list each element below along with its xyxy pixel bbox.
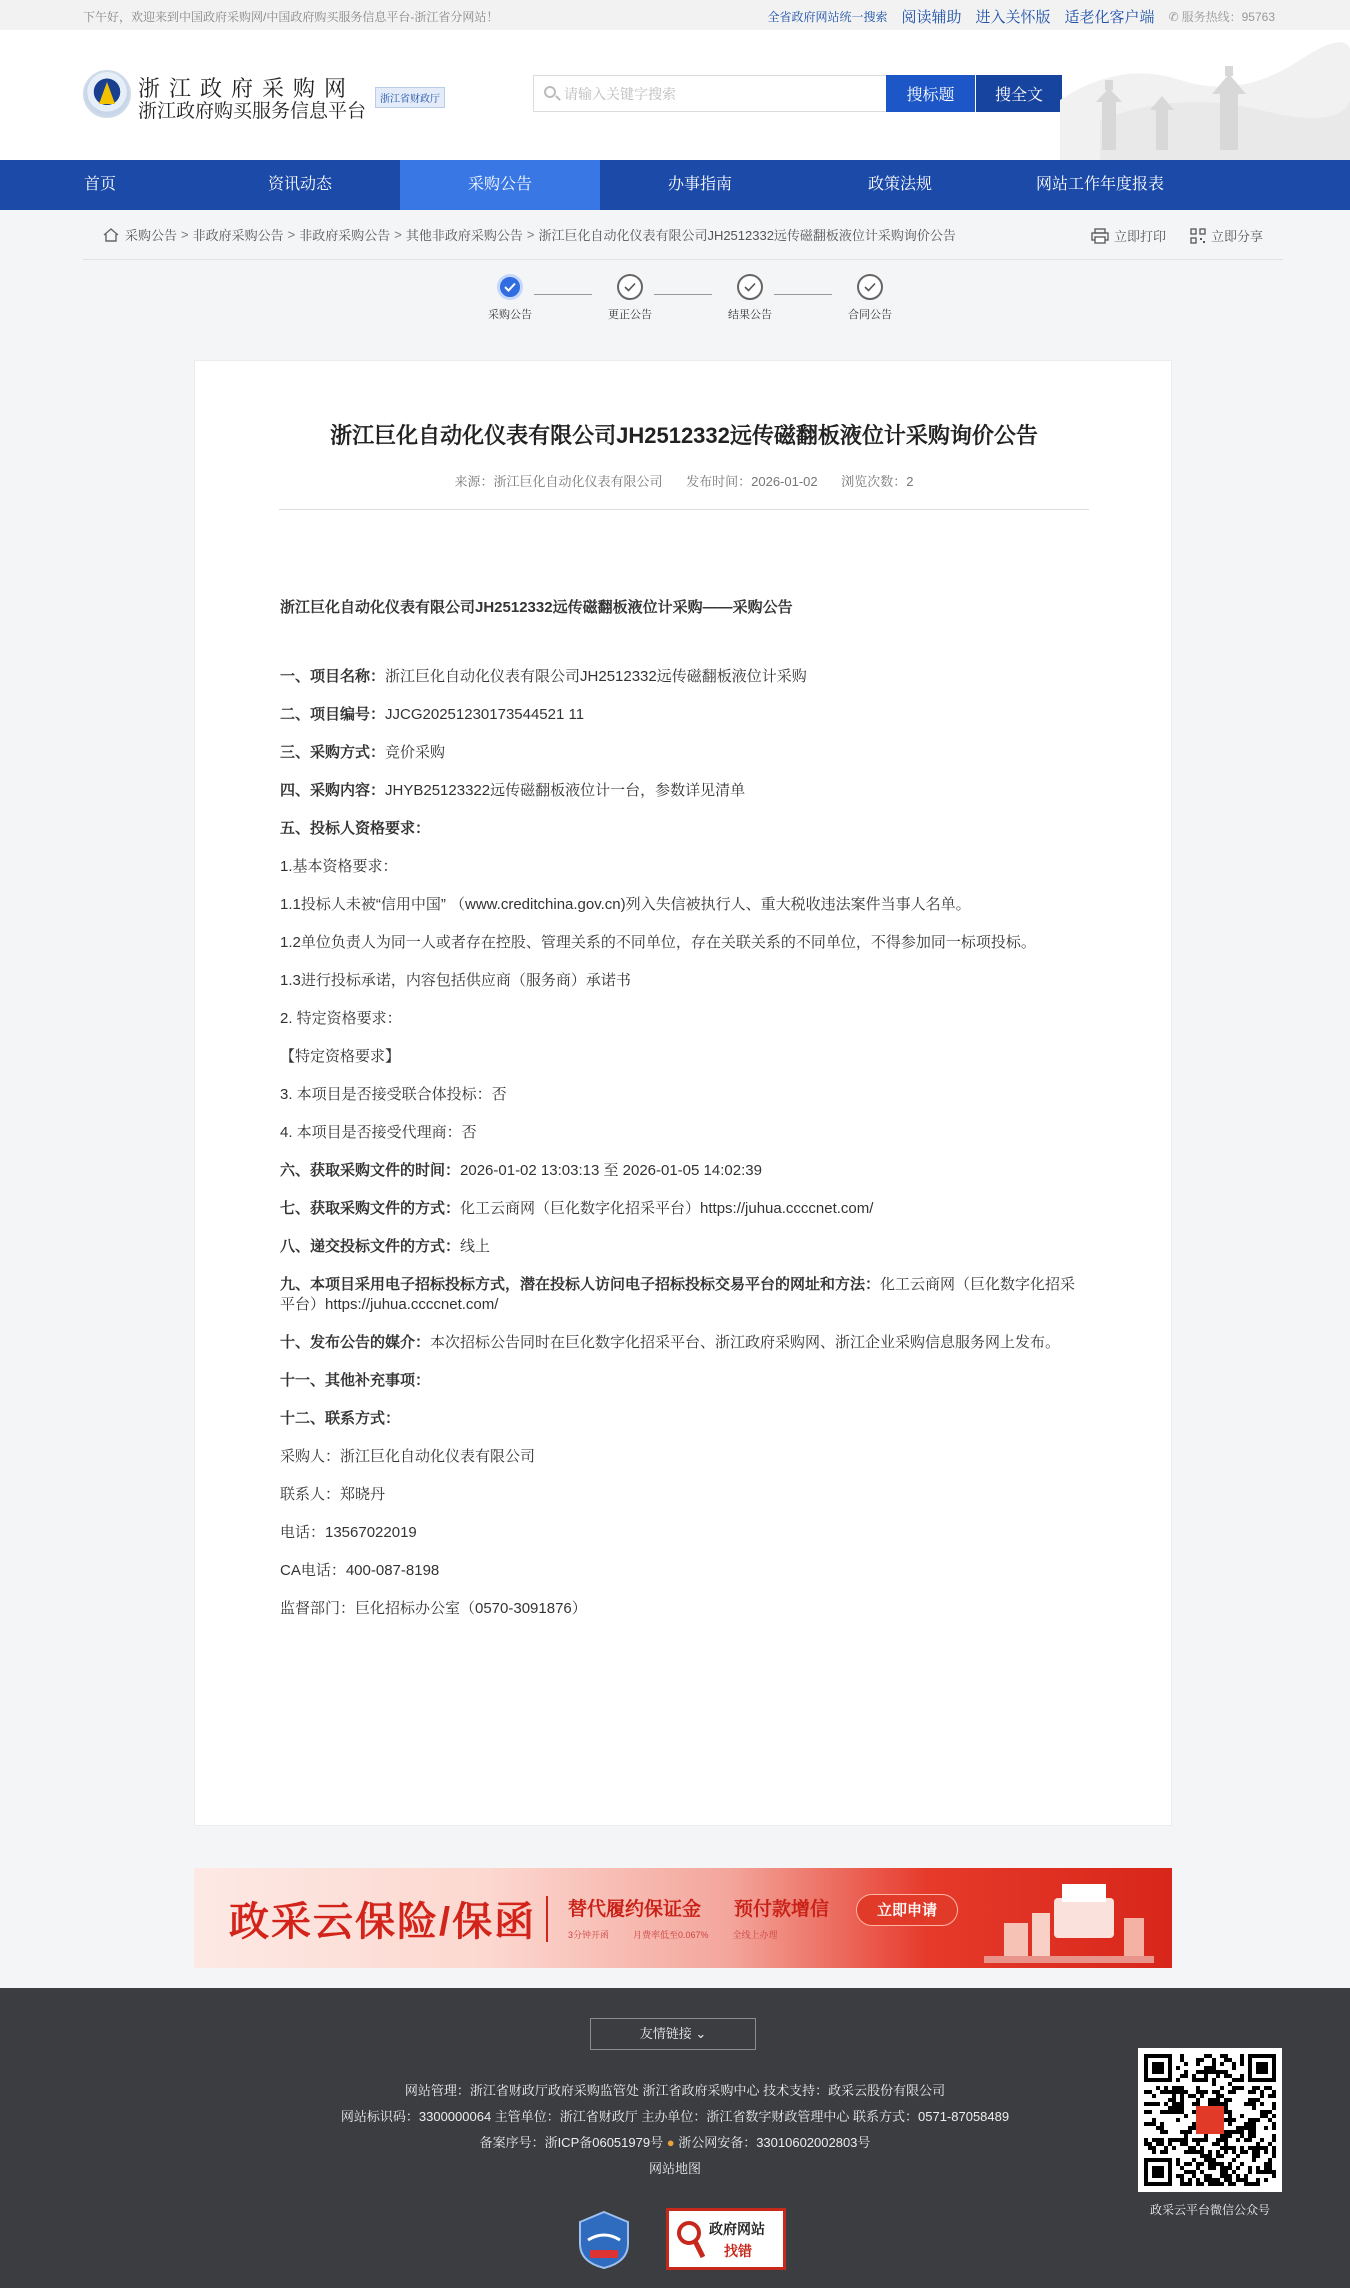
nav-annual-report[interactable]: 网站工作年度报表 [1035,176,1164,193]
article-meta [195,471,1173,490]
article-line-label: 六、获取采购文件的时间： [280,1162,461,1179]
breadcrumb-item[interactable]: 非政府采购公告 [192,228,284,243]
step-correction[interactable] [590,274,670,322]
step-label: 采购公告 [488,309,532,321]
article-line-text: 化工云商网（巨化数字化招采平台）https://juhua.ccccnet.com/ [460,1200,874,1217]
search-fulltext-button[interactable]: 搜全文 [976,75,1062,112]
article-line [280,1009,1090,1029]
article-line [280,1371,1090,1391]
article-line-text: 3. 本项目是否接受联合体投标：否 [280,1086,507,1103]
article-line-text: 1.1投标人未被“信用中国” （www.creditchina.gov.cn)列入失信被执行人、重大税收违法案件当事人名单。 [280,896,971,913]
check-icon [857,274,883,300]
article-line [280,1599,1090,1619]
magnifier-icon [675,2217,705,2261]
search-input[interactable] [564,76,884,111]
apply-now-button[interactable]: 立即申请 [856,1894,958,1926]
welcome-text: 下午好，欢迎来到中国政府采购网/中国政府购买服务信息平台-浙江省分网站！ [83,10,499,24]
article-line [280,1447,1090,1467]
header [0,30,1350,160]
article-line-text: 采购人：浙江巨化自动化仪表有限公司 [280,1448,536,1465]
share-label: 立即分享 [1210,229,1263,244]
check-icon [617,274,643,300]
article-line [280,1237,1090,1257]
site-search-link[interactable]: 全省政府网站统一搜索 [767,10,888,24]
qrcode-icon [1190,228,1206,244]
article-title: 浙江巨化自动化仪表有限公司JH2512332远传磁翻板液位计采购询价公告 [330,423,1038,448]
article-line-label: 十一、其他补充事项： [280,1372,431,1389]
article-line [280,743,1090,763]
footer [0,1988,1350,2288]
breadcrumb-item[interactable]: 非政府采购公告 [299,228,391,243]
reading-aid-link[interactable]: 阅读辅助 [901,9,962,26]
banner-slogan: 替代履约保证金 [568,1899,702,1920]
search-box [533,75,887,112]
article-line-label: 三、采购方式： [280,744,386,761]
share-button[interactable] [1190,226,1263,245]
promo-banner[interactable] [194,1868,1172,1968]
article-line-text: 监督部门：巨化招标办公室（0570-3091876） [280,1600,587,1617]
step-label: 结果公告 [728,309,772,321]
phone-icon: ✆ [1168,9,1179,24]
pagoda-decoration-icon [1060,30,1350,160]
article-line-text: 1.3进行投标承诺，内容包括供应商（服务商）承诺书 [280,972,631,989]
gov-site-report-badge[interactable] [666,2208,786,2270]
nav-guide[interactable]: 办事指南 [667,176,732,193]
qrcode-caption: 政采云平台微信公众号 [1149,2203,1270,2217]
nav-news[interactable]: 资讯动态 [267,176,332,193]
article-line-text: CA电话：400-087-8198 [280,1562,440,1579]
step-connector [654,294,712,295]
article-line [280,1123,1090,1143]
article-line-label: 十、发布公告的媒介： [280,1334,431,1351]
article-line-text: 浙江巨化自动化仪表有限公司JH2512332远传磁翻板液位计采购 [385,668,807,685]
banner-slogan: 预付款增信 [734,1899,830,1920]
article-line [280,1085,1090,1105]
article-line-text: 4. 本项目是否接受代理商：否 [280,1124,477,1141]
article-subtitle: 浙江巨化自动化仪表有限公司JH2512332远传磁翻板液位计采购——采购公告 [280,599,793,616]
banner-note: 全线上办理 [732,1930,778,1940]
article-body [280,596,1090,1637]
article-line [280,781,1090,801]
police-record-link[interactable]: 浙公网安备：33010602002803号 [678,2135,871,2150]
printer-illustration-icon [984,1878,1154,1963]
article-line-text: 1.2单位负责人为同一人或者存在控股、管理关系的不同单位，存在关联关系的不同单位，不得参加同一标项投标。 [280,934,1036,951]
article-line-text: 本次招标公告同时在巨化数字化招采平台、浙江政府采购网、浙江企业采购信息服务网上发布。 [430,1334,1061,1351]
article-line [280,933,1090,953]
notice-progress-steps [470,274,900,334]
qrcode-icon [1144,2054,1276,2186]
article-line-label: 十二、联系方式： [280,1410,401,1427]
article-line [280,705,1090,725]
article-line [280,857,1090,877]
search-title-button[interactable]: 搜标题 [886,75,975,112]
article-line [280,1409,1090,1429]
article-line-text: JJCG20251230173544521 11 [385,706,585,723]
divider [546,1896,548,1942]
search-icon [544,86,556,98]
elder-client-link[interactable]: 适老化客户端 [1064,9,1155,26]
article-line [280,1485,1090,1505]
divider [279,509,1089,510]
article-line-text: 化工云商网（巨化数字化招采平台）https://juhua.ccccnet.com/ [280,1276,1076,1313]
banner-notes [568,1928,778,1941]
sitemap-link[interactable]: 网站地图 [648,2161,701,2176]
article-source: 来源：浙江巨化自动化仪表有限公司 [454,474,663,489]
article-line-label: 七、获取采购文件的方式： [280,1200,461,1217]
article-line-text: 2. 特定资格要求： [280,1010,402,1027]
article-lines [280,667,1090,1619]
top-links [768,6,1276,27]
nav-procurement-notices[interactable]: 采购公告 [400,160,600,210]
banner-note: 月费率低至0.067% [633,1930,709,1940]
step-result[interactable] [710,274,790,322]
home-icon[interactable] [103,228,119,242]
article-line [280,1333,1090,1353]
article-line-label: 一、项目名称： [280,668,386,685]
article-line [280,667,1090,687]
banner-note: 3分钟开函 [568,1930,610,1940]
article-panel [194,360,1172,1826]
institution-badge-icon[interactable] [578,2210,630,2270]
article-line-label: 九、本项目采用电子招标投标方式，潜在投标人访问电子招标投标交易平台的网址和方法： [280,1276,881,1293]
friend-links-dropdown[interactable] [590,2018,756,2050]
care-mode-link[interactable]: 进入关怀版 [975,9,1051,26]
site-subtitle[interactable]: 浙江政府购买服务信息平台 [138,101,367,122]
printer-icon [1091,228,1109,244]
nav-policy[interactable]: 政策法规 [867,176,932,193]
page-actions [1091,226,1263,245]
wechat-qrcode [1138,2048,1282,2192]
main-nav [0,160,1350,210]
article-line-label: 二、项目编号： [280,706,386,723]
print-button[interactable] [1091,226,1166,245]
article-line [280,1561,1090,1581]
article-line-label: 五、投标人资格要求： [280,820,431,837]
article-line-text: 联系人：郑晓丹 [280,1486,386,1503]
article-line-text: 竞价采购 [385,744,446,761]
hotline [1169,8,1275,25]
article-line-text: 1.基本资格要求： [280,858,398,875]
icp-link[interactable]: 备案序号：浙ICP备06051979号 [479,2135,664,2150]
article-line-text: 2026-01-02 13:03:13 至 2026-01-05 14:02:39 [460,1162,762,1179]
breadcrumb-item[interactable]: 其他非政府采购公告 [405,228,523,243]
article-published: 发布时间：2026-01-02 [686,474,818,489]
hotline-text: 服务热线：95763 [1181,10,1275,24]
step-connector [534,294,592,295]
article-line-text: 电话：13567022019 [280,1524,417,1541]
article-line [280,895,1090,915]
breadcrumb-item[interactable]: 采购公告 [125,228,178,243]
breadcrumb: 采购公告 > 非政府采购公告 > 非政府采购公告 > 其他非政府采购公告 > 浙江巨化自动化仪表有限公司JH2512332远传磁翻板液位计采购询价公告 立即打印 立即分享 [83,210,1283,260]
chevron-down-icon: ⌄ [695,2026,707,2041]
article-line-label: 四、采购内容： [280,782,386,799]
article-line-text: 【特定资格要求】 [280,1048,401,1065]
badge-text: 找错 [724,2243,752,2259]
step-contract[interactable] [830,274,910,322]
top-bar [0,0,1350,30]
site-title[interactable]: 浙江政府采购网 [138,76,356,101]
article-line [280,819,1090,839]
step-label: 更正公告 [608,309,652,321]
article-line [280,1161,1090,1181]
footer-line: 网站标识码：3300000064 主管单位：浙江省财政厅 主办单位：浙江省数字财政管理中心 联系方式：0571-87058489 [340,2109,1010,2124]
article-views: 浏览次数：2 [841,474,914,489]
breadcrumb-current: 浙江巨化自动化仪表有限公司JH2512332远传磁翻板液位计采购询价公告 [538,228,956,243]
step-connector [774,294,832,295]
article-line [280,1523,1090,1543]
article-line-text: 线上 [460,1238,491,1255]
article-line [280,1275,1090,1315]
article-line [280,1047,1090,1067]
footer-line: 网站管理：浙江省财政厅政府采购监管处 浙江省政府采购中心 技术支持：政采云股份有限公司 [404,2083,946,2098]
step-label: 合同公告 [848,309,892,321]
article-line-label: 八、递交投标文件的方式： [280,1238,461,1255]
police-badge-icon: ● [666,2135,675,2150]
dept-badge: 浙江省财政厅 [375,87,445,108]
check-icon [737,274,763,300]
article-line [280,971,1090,991]
article-line [280,1199,1090,1219]
friend-links-label: 友情链接 [639,2026,692,2041]
print-label: 立即打印 [1113,229,1166,244]
step-procurement[interactable] [470,274,550,322]
site-logo-icon[interactable] [83,70,131,118]
check-icon [497,274,523,300]
nav-home[interactable]: 首页 [83,176,116,193]
banner-headline: 政采云保险/保函 [229,1900,537,1944]
badge-text: 政府网站 [709,2221,765,2237]
article-line-text: JHYB25123322远传磁翻板液位计一台，参数详见清单 [385,782,746,799]
